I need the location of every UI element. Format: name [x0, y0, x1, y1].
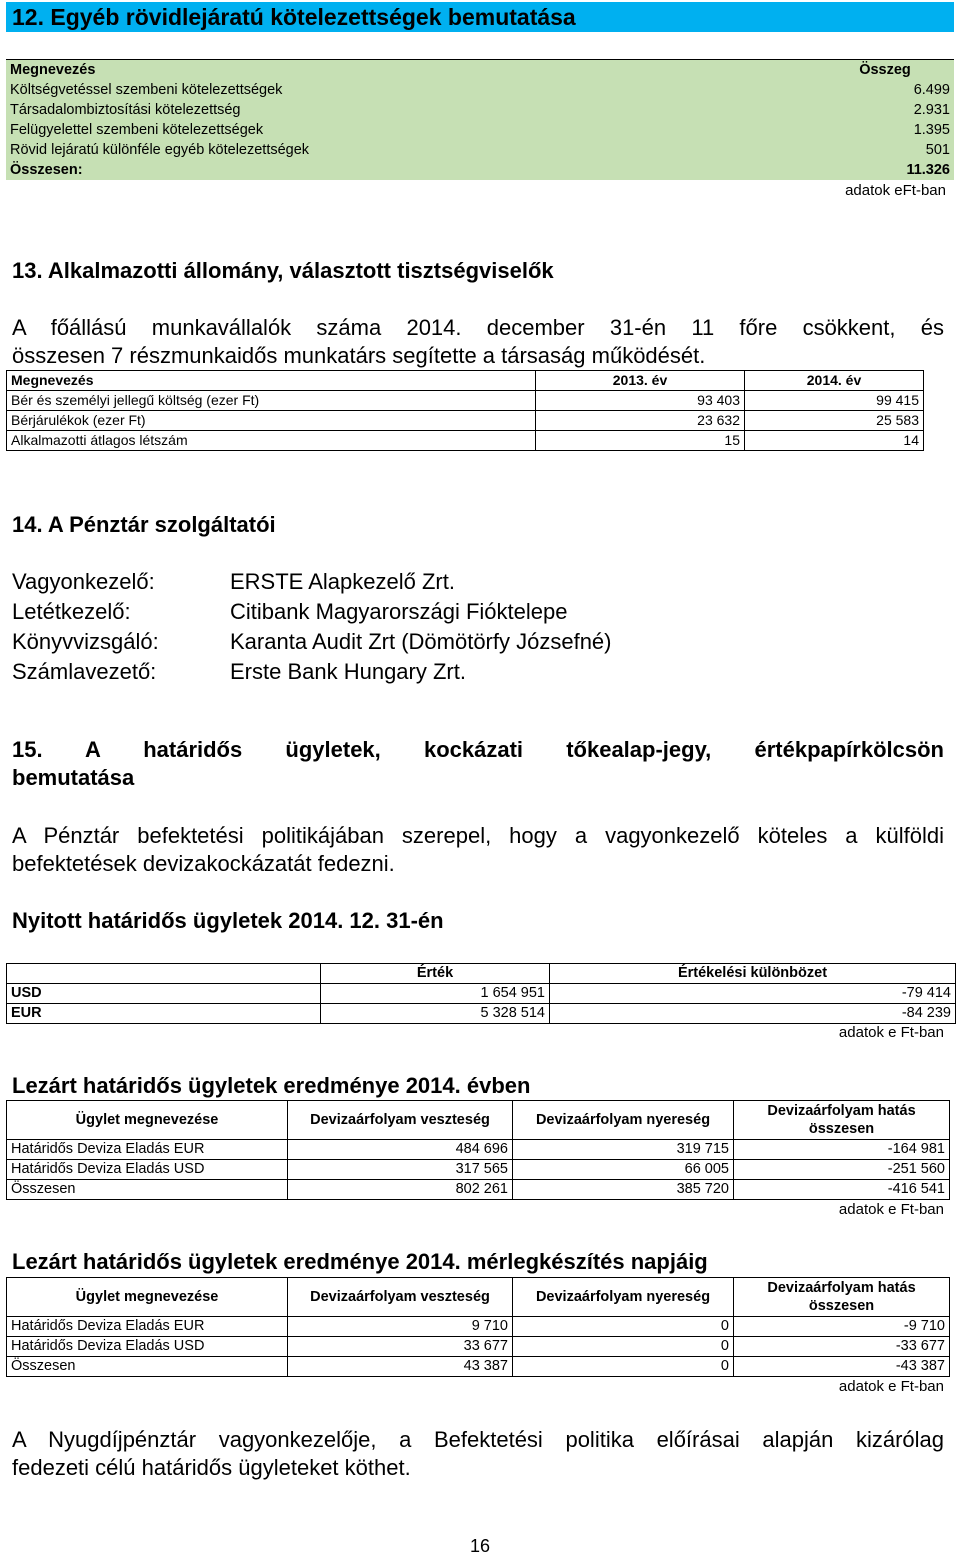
row-2013: 15	[536, 431, 745, 451]
section-12-title: 12. Egyéb rövidlejáratú kötelezettségek bemutatása	[6, 2, 954, 32]
row-gain: 0	[513, 1357, 734, 1377]
col-header-amount: Összeg	[816, 60, 954, 81]
col-header-loss: Devizaárfolyam veszteség	[288, 1101, 513, 1140]
row-gain: 66 005	[513, 1160, 734, 1180]
col-header-name: Megnevezés	[6, 60, 816, 81]
table-row	[7, 1337, 950, 1357]
row-name: Rövid lejáratú különféle egyéb kötelezettségek	[6, 140, 816, 160]
closing-paragraph-line1: A Nyugdíjpénztár vagyonkezelője, a Befektetési politika előírásai alapján kizárólag	[12, 1427, 944, 1452]
staff-paragraph-line1: A főállású munkavállalók száma 2014. december 31-én 11 főre csökkent, és	[12, 315, 944, 340]
table-row	[6, 120, 954, 140]
row-gain: 0	[513, 1337, 734, 1357]
staff-paragraph-line2: összesen 7 részmunkaidős munkatárs segítette a társaság működését.	[12, 343, 706, 368]
col-header-total-line2: összesen	[808, 1298, 875, 1314]
col-header-name: Ügylet megnevezése	[7, 1278, 288, 1317]
table-header-row	[7, 1101, 950, 1140]
row-2013: 23 632	[536, 411, 745, 431]
table-row	[7, 1004, 956, 1024]
row-name: Bér és személyi jellegű költség (ezer Ft)	[7, 391, 536, 411]
table-row	[6, 100, 954, 120]
col-header-gain: Devizaárfolyam nyereség	[513, 1101, 734, 1140]
staff-table	[6, 370, 924, 451]
provider-list	[12, 567, 612, 687]
table-row	[7, 1140, 950, 1160]
col-header-name: Megnevezés	[7, 371, 536, 391]
col-header-total-line1: Devizaárfolyam hatás	[767, 1103, 916, 1119]
row-gain: 319 715	[513, 1140, 734, 1160]
col-header-value: Érték	[321, 964, 550, 984]
provider-value: Citibank Magyarországi Fióktelepe	[230, 599, 568, 624]
total-row	[6, 160, 954, 180]
row-2014: 99 415	[745, 391, 924, 411]
section-15-title-line1: 15. A határidős ügyletek, kockázati tőkealap-jegy, értékpapírkölcsön	[12, 737, 944, 762]
table-row	[7, 1180, 950, 1200]
row-loss: 317 565	[288, 1160, 513, 1180]
row-total: -251 560	[734, 1160, 950, 1180]
closed-forwards-balance-table	[6, 1277, 950, 1377]
col-header-total	[734, 1101, 950, 1140]
table-header-row	[6, 60, 954, 81]
row-total: -416 541	[734, 1180, 950, 1200]
provider-row	[12, 657, 612, 687]
table-header-row	[7, 964, 956, 984]
row-name: Alkalmazotti átlagos létszám	[7, 431, 536, 451]
row-loss: 9 710	[288, 1317, 513, 1337]
table-row	[6, 140, 954, 160]
unit-note: adatok e Ft-ban	[838, 1024, 944, 1041]
row-name: USD	[7, 984, 321, 1004]
row-name: EUR	[7, 1004, 321, 1024]
col-header-total-line1: Devizaárfolyam hatás	[767, 1280, 916, 1296]
provider-value: ERSTE Alapkezelő Zrt.	[230, 569, 455, 594]
row-name: Költségvetéssel szembeni kötelezettségek	[6, 80, 816, 100]
row-total: -33 677	[734, 1337, 950, 1357]
col-header-name: Ügylet megnevezése	[7, 1101, 288, 1140]
page-number: 16	[469, 1536, 491, 1556]
row-amount: 1.395	[816, 120, 954, 140]
total-value: 11.326	[816, 160, 954, 180]
row-diff: -79 414	[550, 984, 956, 1004]
section-13-title: 13. Alkalmazotti állomány, választott tisztségviselők	[12, 258, 554, 283]
row-loss: 43 387	[288, 1357, 513, 1377]
closed-forwards-year-title: Lezárt határidős ügyletek eredménye 2014. évben	[12, 1073, 531, 1098]
row-amount: 2.931	[816, 100, 954, 120]
row-name: Határidős Deviza Eladás EUR	[7, 1140, 288, 1160]
closing-paragraph-line2: fedezeti célú határidős ügyleteket köthet.	[12, 1455, 411, 1480]
table-row	[7, 1160, 950, 1180]
closed-forwards-balance-title: Lezárt határidős ügyletek eredménye 2014. mérlegkészítés napjáig	[12, 1249, 708, 1274]
col-header-diff: Értékelési különbözet	[550, 964, 956, 984]
provider-value: Erste Bank Hungary Zrt.	[230, 659, 466, 684]
col-header-empty	[7, 964, 321, 984]
table-row	[6, 80, 954, 100]
col-header-2013: 2013. év	[536, 371, 745, 391]
row-value: 1 654 951	[321, 984, 550, 1004]
closed-forwards-year-table	[6, 1100, 950, 1200]
open-forwards-title: Nyitott határidős ügyletek 2014. 12. 31-én	[12, 908, 444, 933]
provider-row	[12, 567, 612, 597]
row-name: Határidős Deviza Eladás USD	[7, 1160, 288, 1180]
unit-note: adatok e Ft-ban	[838, 1378, 944, 1395]
col-header-loss: Devizaárfolyam veszteség	[288, 1278, 513, 1317]
provider-row	[12, 627, 612, 657]
row-total: -164 981	[734, 1140, 950, 1160]
row-value: 5 328 514	[321, 1004, 550, 1024]
row-name: Társadalombiztosítási kötelezettség	[6, 100, 816, 120]
row-name: Felügyelettel szembeni kötelezettségek	[6, 120, 816, 140]
table-row	[7, 1317, 950, 1337]
row-diff: -84 239	[550, 1004, 956, 1024]
row-gain: 0	[513, 1317, 734, 1337]
provider-label: Könyvvizsgáló:	[12, 629, 159, 654]
row-gain: 385 720	[513, 1180, 734, 1200]
table-row	[7, 1357, 950, 1377]
table-header-row	[7, 1278, 950, 1317]
col-header-total-line2: összesen	[808, 1121, 875, 1137]
col-header-gain: Devizaárfolyam nyereség	[513, 1278, 734, 1317]
provider-label: Letétkezelő:	[12, 599, 131, 624]
row-2014: 14	[745, 431, 924, 451]
unit-note: adatok eFt-ban	[845, 182, 946, 199]
provider-label: Vagyonkezelő:	[12, 569, 155, 594]
row-loss: 484 696	[288, 1140, 513, 1160]
row-name: Bérjárulékok (ezer Ft)	[7, 411, 536, 431]
row-total: -43 387	[734, 1357, 950, 1377]
table-row	[7, 391, 924, 411]
row-2014: 25 583	[745, 411, 924, 431]
section-15-title-line2: bemutatása	[12, 765, 135, 790]
policy-paragraph-line1: A Pénztár befektetési politikájában szerepel, hogy a vagyonkezelő köteles a külföldi	[12, 823, 944, 848]
col-header-2014: 2014. év	[745, 371, 924, 391]
section-14-title: 14. A Pénztár szolgáltatói	[12, 512, 276, 537]
provider-label: Számlavezető:	[12, 659, 157, 684]
row-2013: 93 403	[536, 391, 745, 411]
row-name: Határidős Deviza Eladás EUR	[7, 1317, 288, 1337]
row-name: Határidős Deviza Eladás USD	[7, 1337, 288, 1357]
row-amount: 6.499	[816, 80, 954, 100]
row-name: Összesen	[7, 1357, 288, 1377]
unit-note: adatok e Ft-ban	[838, 1201, 944, 1218]
table-row	[7, 431, 924, 451]
row-loss: 802 261	[288, 1180, 513, 1200]
provider-row	[12, 597, 612, 627]
table-row	[7, 984, 956, 1004]
provider-value: Karanta Audit Zrt (Dömötörfy Józsefné)	[230, 629, 612, 654]
policy-paragraph-line2: befektetések devizakockázatát fedezni.	[12, 851, 395, 876]
row-loss: 33 677	[288, 1337, 513, 1357]
row-name: Összesen	[7, 1180, 288, 1200]
col-header-total	[734, 1278, 950, 1317]
row-total: -9 710	[734, 1317, 950, 1337]
total-label: Összesen:	[6, 160, 816, 180]
table-header-row	[7, 371, 924, 391]
table-row	[7, 411, 924, 431]
open-forwards-table	[6, 963, 956, 1024]
row-amount: 501	[816, 140, 954, 160]
other-liabilities-table	[6, 59, 954, 180]
